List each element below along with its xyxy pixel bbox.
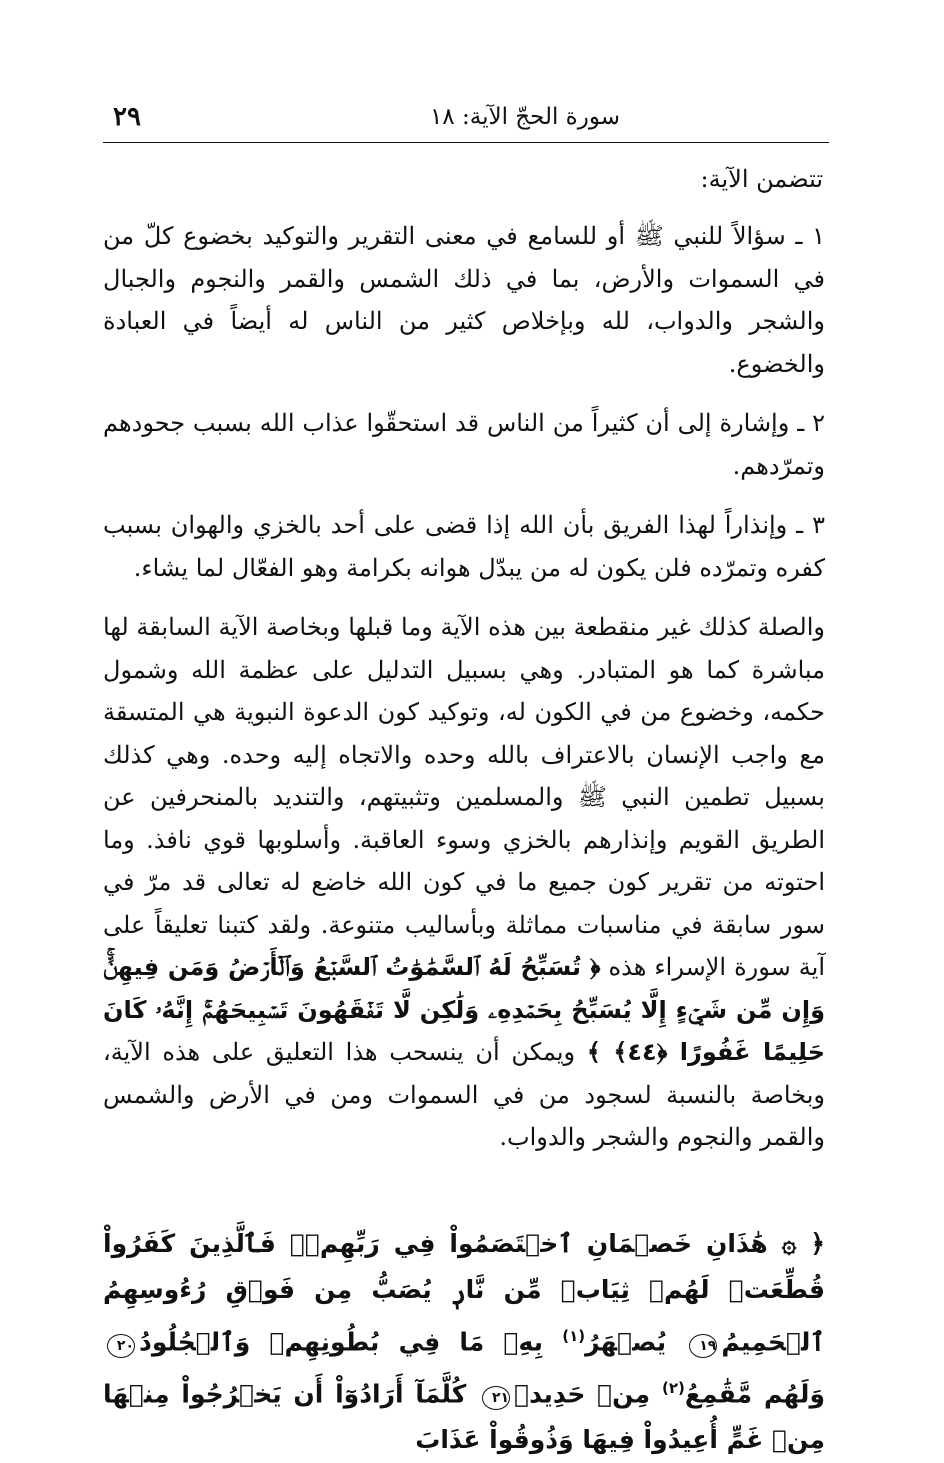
- ayah-number-21: ٢١: [482, 1386, 510, 1410]
- header-divider: [103, 142, 829, 143]
- ayah-number-19: ١٩: [689, 1334, 717, 1358]
- page-header: [103, 96, 825, 142]
- quran-quote: ﴿ تُسَبِّحُ لَهُ ٱلسَّمَٰوَٰتُ ٱلسَّبۡعُ وَٱلۡأَرۡضُ وَمَن فِيهِنَّۚ وَإِن مِّن شَيۡءٍ إِلَّا يُسَبِّحُ بِحَمۡدِهِۦ وَلَٰكِن لَّا تَفۡقَهُونَ تَسۡبِيحَهُمۡۚ إِنَّهُۥ كَانَ حَلِيمًا غَفُورًا ﴿٤٤﴾ ﴾: [103, 953, 825, 1066]
- verse-20-text-a: يُصۡهَرُ: [585, 1327, 666, 1356]
- verse-20-text-b: بِهِۦ مَا فِي بُطُونِهِمۡ وَٱلۡجُلُودُ: [139, 1327, 543, 1356]
- section-title: تتضمن الآية:: [103, 157, 825, 201]
- book-page: [103, 96, 825, 1326]
- verse-21-text-a: وَلَهُم مَّقَٰمِعُ: [685, 1379, 825, 1408]
- quran-verses: [103, 1221, 825, 1463]
- commentary-text: والصلة كذلك غير منقطعة بين هذه الآية وما قبلها وبخاصة الآية السابقة لها مباشرة كما هو المتبادر. وهي بسبيل التدليل على عظمة الله وشمول حكمه، وخضوع من في الكون له، وتوكيد كون الدعوة النبوية هي المتسقة مع واجب الإنسان بالاعتراف بالله وحده والاتجاه إليه وحده. وهي كذلك بسبيل تطمين النبي ﷺ والمسلمين وتثبيتهم، والتنديد بالمنحرفين عن الطريق القويم وإنذارهم بالخزي وسوء العاقبة. وأسلوبها قوي نافذ. وما احتوته من تقرير كون جميع ما في كون الله خاضع له تعالى قد مرّ في سور سابقة في مناسبات مماثلة وبأساليب متنوعة. ولقد كتبنا تعليقاً على آية سورة الإسراء هذه: [103, 613, 825, 981]
- footnote-marker-1: (١): [562, 1327, 585, 1345]
- point-2: ٢ ـ وإشارة إلى أن كثيراً من الناس قد استحقّوا عذاب الله بسبب جحودهم وتمرّدهم.: [103, 402, 825, 487]
- verse-22-text: كُلَّمَآ أَرَادُوٓاْ أَن يَخۡرُجُواْ مِنۡهَا مِنۡ غَمٍّ أُعِيدُواْ فِيهَا وَذُوقُواْ عَذَابَ: [103, 1379, 825, 1454]
- verse-21-text-b: مِنۡ حَدِيدٖ: [514, 1379, 650, 1408]
- page-body: [103, 157, 825, 1463]
- footnote-marker-2: (٢): [662, 1379, 685, 1397]
- page-number: ٢٩: [113, 102, 141, 132]
- commentary-paragraph: [103, 606, 825, 1159]
- verse-19-text: ﴿ ۞ هَٰذَانِ خَصۡمَانِ ٱخۡتَصَمُواْ فِي رَبِّهِمۡۖ فَٱلَّذِينَ كَفَرُواْ قُطِّعَتۡ لَهُمۡ ثِيَابٞ مِّن نَّارٖ يُصَبُّ مِن فَوۡقِ رُءُوسِهِمُ ٱلۡحَمِيمُ: [103, 1229, 825, 1356]
- ayah-number-20: ٢٠: [107, 1334, 135, 1358]
- surah-title: سورة الحجّ الآية: ١٨: [430, 104, 620, 130]
- point-1: ١ ـ سؤالاً للنبي ﷺ أو للسامع في معنى التقرير والتوكيد بخضوع كلّ من في السموات والأرض، بما في ذلك الشمس والقمر والنجوم والجبال والشجر والدواب، لله وبإخلاص كثير من الناس له أيضاً في العبادة والخضوع.: [103, 215, 825, 385]
- point-3: ٣ ـ وإنذاراً لهذا الفريق بأن الله إذا قضى على أحد بالخزي والهوان بسبب كفره وتمرّده فلن يكون له من يبدّل هوانه بكرامة وهو الفعّال لما يشاء.: [103, 504, 825, 589]
- commentary-text-continued: ويمكن أن ينسحب هذا التعليق على هذه الآية، وبخاصة بالنسبة لسجود من في السموات ومن في الأرض والشمس والقمر والنجوم والشجر والدواب.: [103, 1038, 825, 1151]
